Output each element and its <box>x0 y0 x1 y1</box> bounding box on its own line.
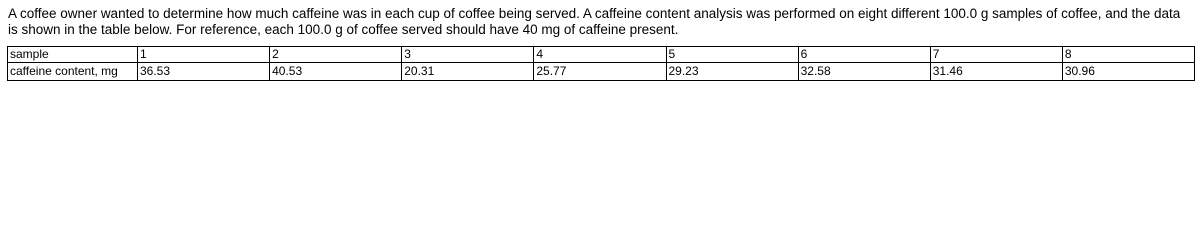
table-cell: 40.53 <box>270 63 402 81</box>
table-cell: 36.53 <box>138 63 270 81</box>
table-cell: 8 <box>1062 47 1194 63</box>
table-cell: 2 <box>270 47 402 63</box>
table-cell: 25.77 <box>534 63 666 81</box>
table-row-caffeine <box>8 63 1195 81</box>
table-cell: 29.23 <box>666 63 798 81</box>
table-cell: 3 <box>402 47 534 63</box>
table-cell: 7 <box>930 47 1062 63</box>
table-cell: 6 <box>798 47 930 63</box>
row-header-caffeine: caffeine content, mg <box>8 63 138 81</box>
table-cell: 4 <box>534 47 666 63</box>
question-text: A coffee owner wanted to determine how much caffeine was in each cup of coffee being served. A caffeine content analysis was performed on eight different 100.0 g samples of coffee, and the data is shown in the table below. For reference, each 100.0 g of coffee served should have 40 mg of caffeine present. <box>8 6 1181 37</box>
table-cell: 5 <box>666 47 798 63</box>
table-row-sample <box>8 47 1195 63</box>
table-cell: 20.31 <box>402 63 534 81</box>
table-cell: 32.58 <box>798 63 930 81</box>
table-cell: 1 <box>138 47 270 63</box>
table-cell: 31.46 <box>930 63 1062 81</box>
caffeine-data-table <box>7 46 1195 81</box>
table-cell: 30.96 <box>1062 63 1194 81</box>
row-header-sample: sample <box>8 47 138 63</box>
question-panel <box>0 0 1200 103</box>
